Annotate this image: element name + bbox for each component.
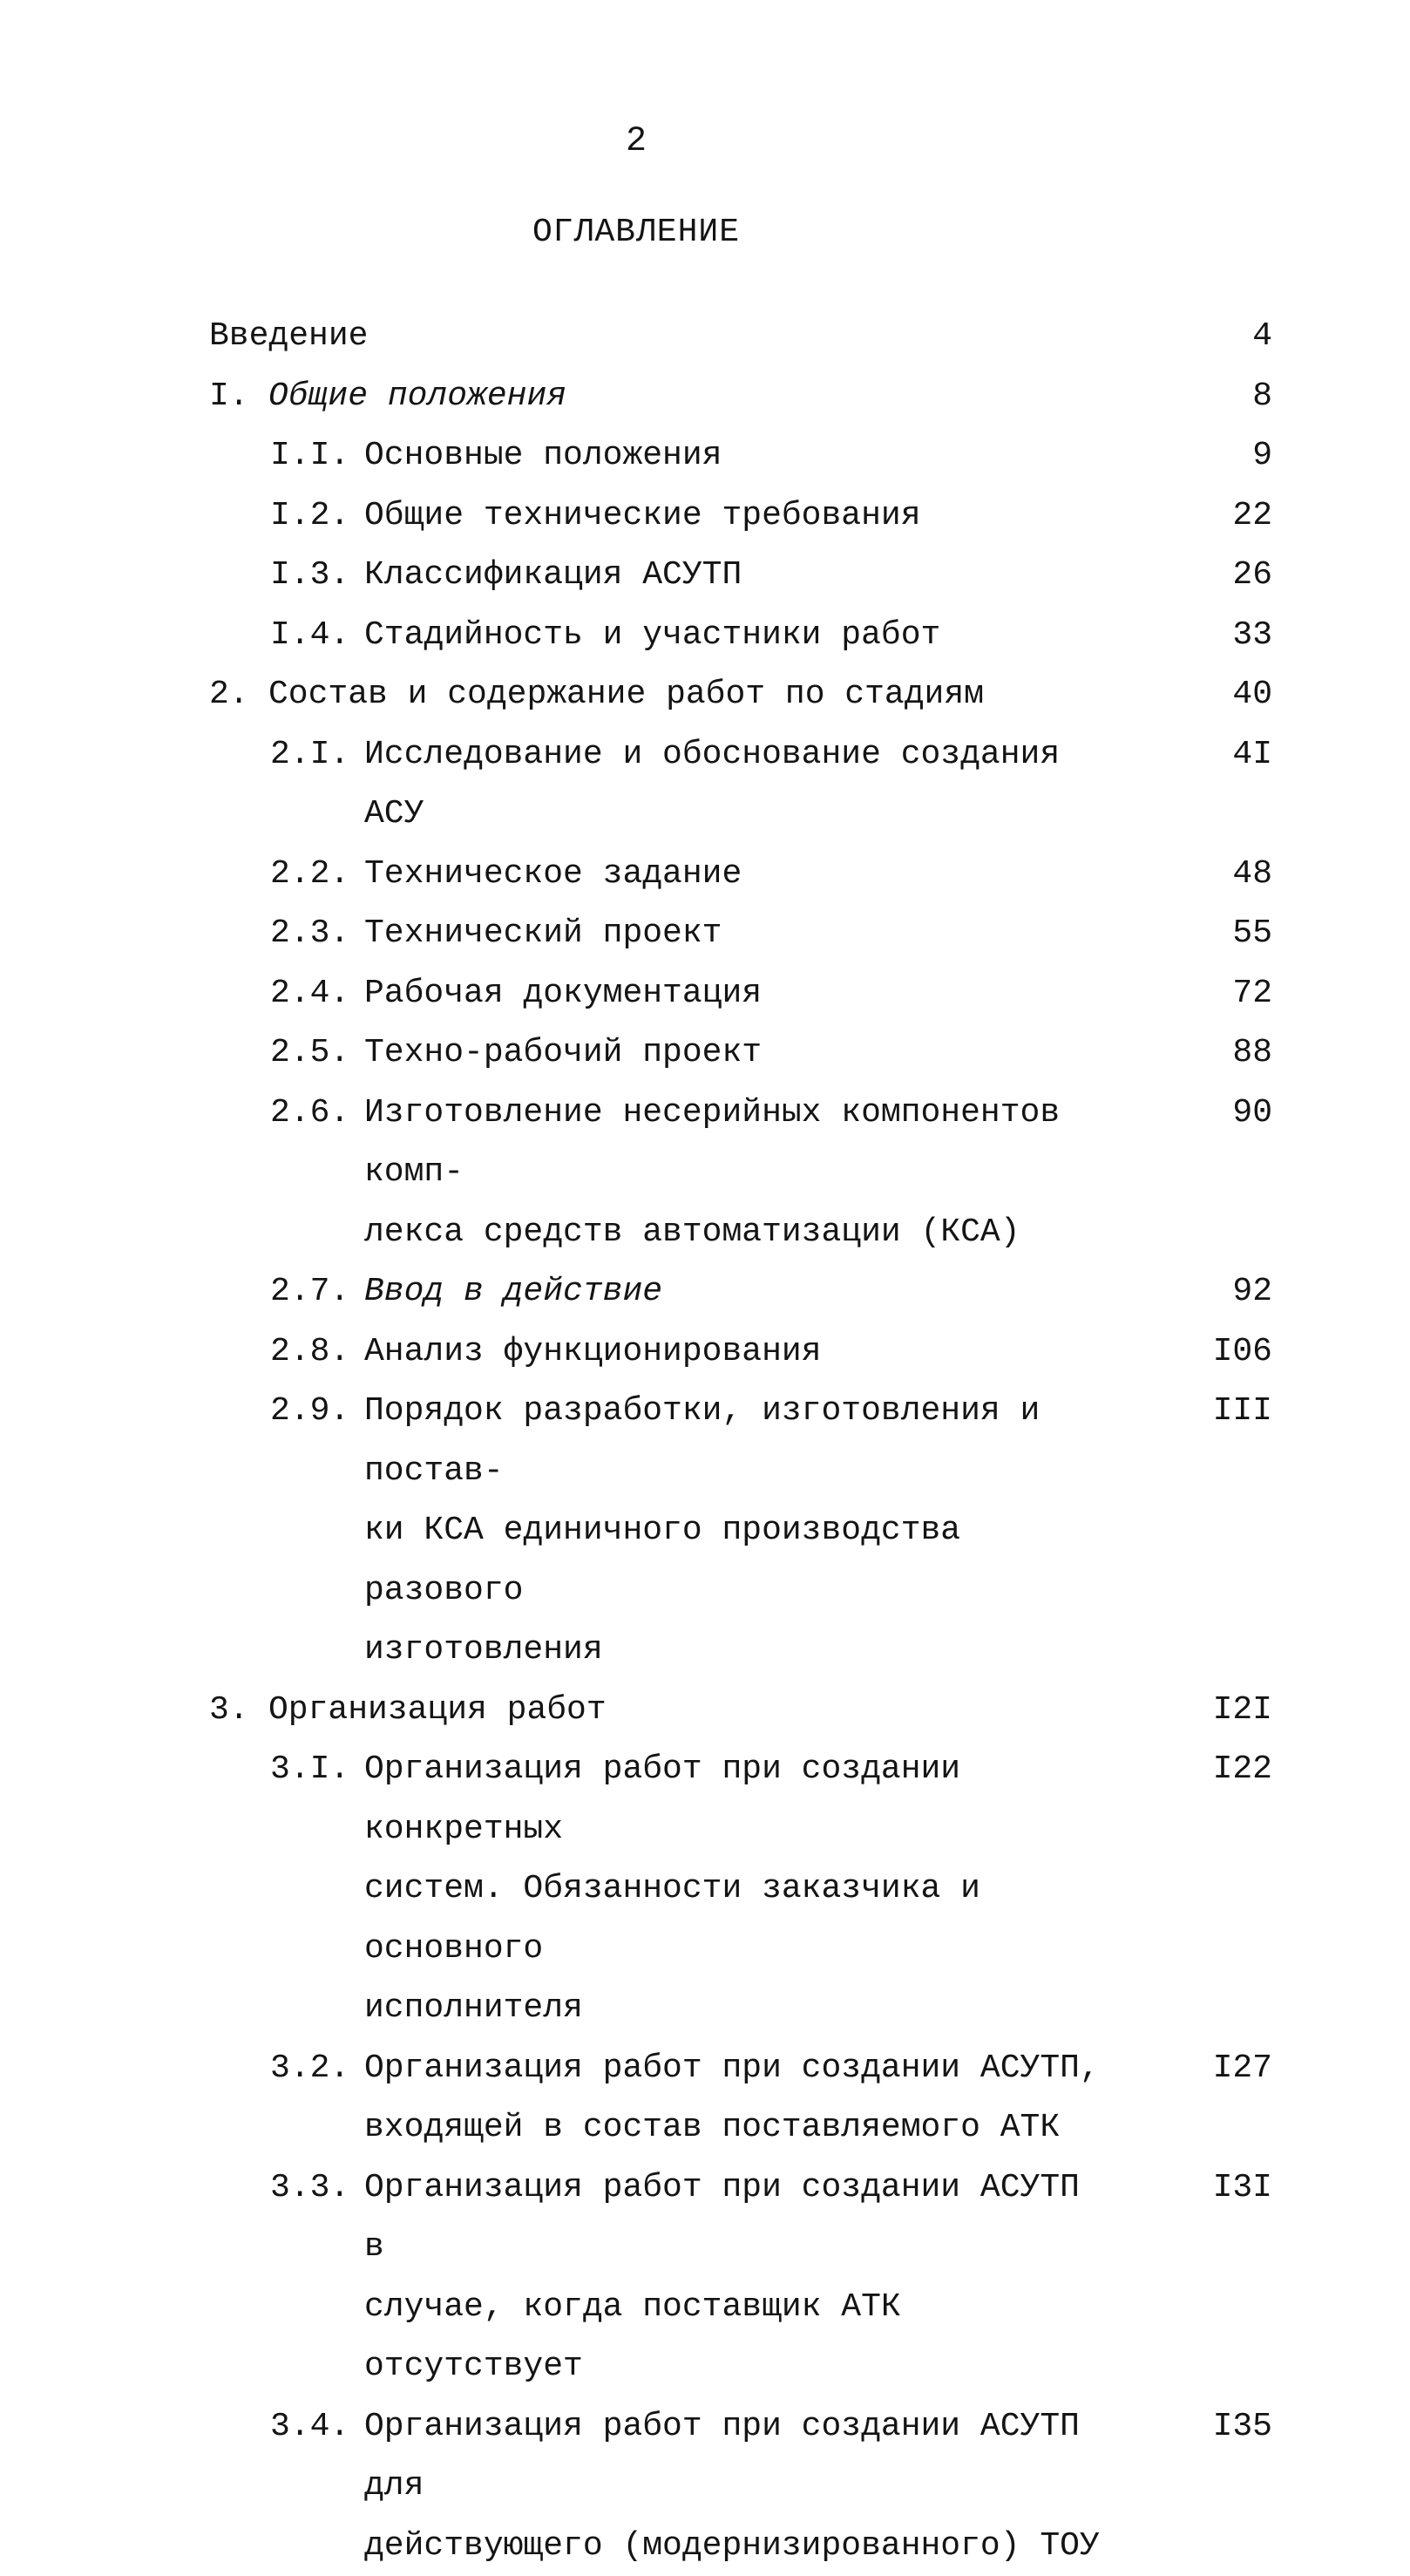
- toc-entry-number: 2.: [209, 665, 268, 725]
- toc-entry-number: I.2.: [270, 486, 364, 547]
- toc-entry-page: 33: [1105, 606, 1272, 666]
- toc-entry: [209, 2397, 1272, 2576]
- toc-entry-title: Стадийность и участники работ: [364, 606, 1105, 666]
- toc-entry-title: Организация работ при создании конкретных систем. Обязанности заказчика и основного исполнителя: [364, 1740, 1105, 2039]
- toc-entry: [209, 1262, 1272, 1322]
- toc-entry-number: I.I.: [270, 426, 364, 486]
- toc-entry-page: 8: [1140, 367, 1272, 427]
- toc-entry-title: Общие положения: [268, 367, 1140, 427]
- toc-entry: [209, 1322, 1272, 1383]
- table-of-contents: [209, 307, 1272, 2576]
- toc-entry-number: 2.6.: [270, 1084, 364, 1144]
- page-title: ОГЛАВЛЕНИЕ: [0, 214, 1272, 251]
- toc-entry-title: Ввод в действие: [364, 1262, 1105, 1322]
- toc-entry-title: Порядок разработки, изготовления и постав- ки КСА единичного производства разового изготовления: [364, 1382, 1105, 1681]
- toc-entry-title: Состав и содержание работ по стадиям: [268, 665, 1140, 725]
- toc-entry-number: 2.5.: [270, 1023, 364, 1084]
- toc-entry-title: Рабочая документация: [364, 964, 1105, 1024]
- toc-entry-page: III: [1105, 1382, 1272, 1442]
- toc-entry-page: 72: [1105, 964, 1272, 1024]
- toc-entry: [209, 307, 1272, 367]
- toc-entry-title: Организация работ при создании АСУТП в случае, когда поставщик АТК отсутствует: [364, 2158, 1105, 2397]
- toc-entry-page: 48: [1105, 845, 1272, 905]
- toc-entry-number: I.3.: [270, 546, 364, 606]
- toc-entry-page: I3I: [1105, 2158, 1272, 2219]
- toc-entry-title: Исследование и обоснование создания АСУ: [364, 725, 1105, 845]
- toc-entry: [209, 367, 1272, 427]
- toc-entry-title: Анализ функционирования: [364, 1322, 1105, 1383]
- toc-entry-title: Организация работ при создании АСУТП для действующего (модернизированного) ТОУ: [364, 2397, 1105, 2576]
- toc-entry: [209, 1084, 1272, 1263]
- toc-entry: [209, 845, 1272, 905]
- toc-entry-page: I22: [1105, 1740, 1272, 1800]
- toc-entry-page: 55: [1105, 904, 1272, 964]
- toc-entry-page: I35: [1105, 2397, 1272, 2457]
- toc-entry-page: 22: [1105, 486, 1272, 547]
- toc-entry-title: Введение: [209, 307, 1140, 367]
- toc-entry-page: I2I: [1140, 1681, 1272, 1741]
- toc-entry-title: Классификация АСУТП: [364, 546, 1105, 606]
- toc-entry-number: 2.8.: [270, 1322, 364, 1383]
- toc-entry-number: 3.: [209, 1681, 268, 1741]
- toc-entry-title: Техническое задание: [364, 845, 1105, 905]
- toc-entry-number: 2.4.: [270, 964, 364, 1024]
- toc-entry: [209, 964, 1272, 1024]
- toc-entry-title: Изготовление несерийных компонентов комп- лекса средств автоматизации (КСА): [364, 1084, 1105, 1263]
- toc-entry-page: 88: [1105, 1023, 1272, 1084]
- toc-entry-page: I27: [1105, 2039, 1272, 2099]
- toc-entry-title: Технический проект: [364, 904, 1105, 964]
- toc-entry-page: 40: [1140, 665, 1272, 725]
- toc-entry-number: 2.3.: [270, 904, 364, 964]
- toc-entry: [209, 1681, 1272, 1741]
- toc-entry: [209, 2039, 1272, 2158]
- toc-entry-title: Организация работ: [268, 1681, 1140, 1741]
- toc-entry-number: 3.4.: [270, 2397, 364, 2457]
- toc-entry: [209, 426, 1272, 486]
- toc-entry-number: 2.7.: [270, 1262, 364, 1322]
- toc-entry-number: 2.I.: [270, 725, 364, 785]
- toc-entry-page: 26: [1105, 546, 1272, 606]
- toc-entry: [209, 1740, 1272, 2039]
- toc-entry-page: 9: [1105, 426, 1272, 486]
- toc-entry-number: 3.I.: [270, 1740, 364, 1800]
- toc-entry-number: 3.2.: [270, 2039, 364, 2099]
- toc-entry-page: I06: [1105, 1322, 1272, 1383]
- toc-entry-title: Общие технические требования: [364, 486, 1105, 547]
- toc-entry-title: Организация работ при создании АСУТП, входящей в состав поставляемого АТК: [364, 2039, 1105, 2158]
- toc-entry-number: I.4.: [270, 606, 364, 666]
- toc-entry: [209, 725, 1272, 845]
- toc-entry: [209, 486, 1272, 547]
- toc-entry: [209, 904, 1272, 964]
- toc-entry-page: 4: [1140, 307, 1272, 367]
- toc-entry: [209, 546, 1272, 606]
- toc-entry: [209, 2158, 1272, 2397]
- toc-entry: [209, 606, 1272, 666]
- toc-entry-page: 4I: [1105, 725, 1272, 785]
- toc-entry-page: 92: [1105, 1262, 1272, 1322]
- toc-entry-page: 90: [1105, 1084, 1272, 1144]
- toc-entry-number: 2.2.: [270, 845, 364, 905]
- toc-entry-number: 2.9.: [270, 1382, 364, 1442]
- toc-entry: [209, 1023, 1272, 1084]
- toc-entry-number: 3.3.: [270, 2158, 364, 2219]
- toc-entry: [209, 665, 1272, 725]
- toc-entry-title: Техно-рабочий проект: [364, 1023, 1105, 1084]
- toc-entry: [209, 1382, 1272, 1681]
- toc-entry-title: Основные положения: [364, 426, 1105, 486]
- toc-entry-number: I.: [209, 367, 268, 427]
- page-number: 2: [0, 122, 1272, 161]
